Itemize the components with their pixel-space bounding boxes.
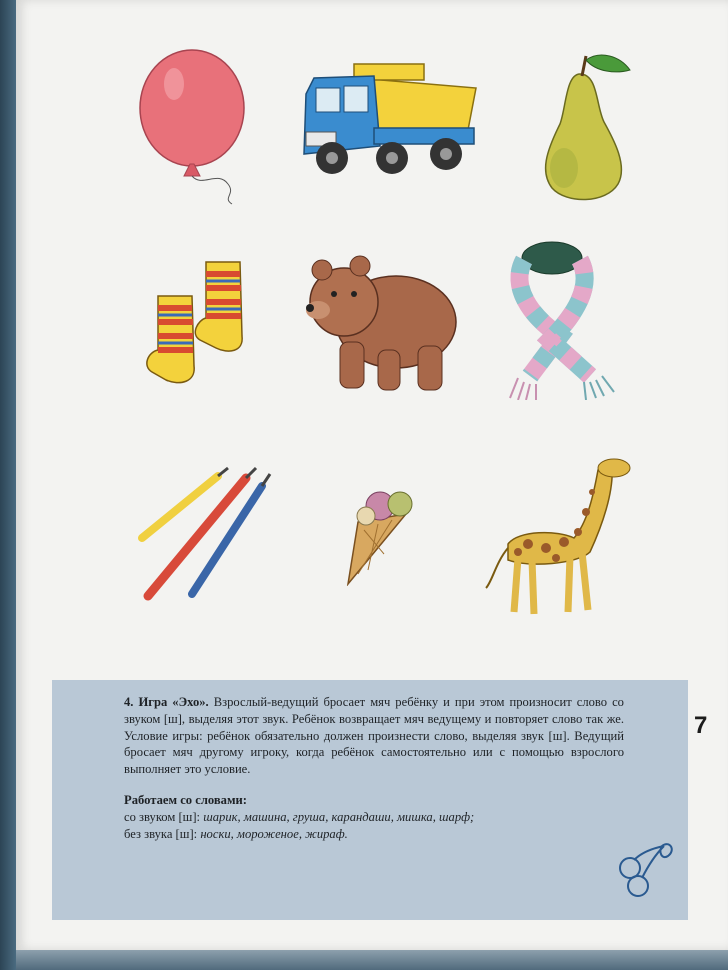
dump-truck-icon	[298, 58, 488, 182]
book-spine	[0, 0, 16, 970]
balloon-icon	[132, 48, 252, 208]
words-without-sound-list: носки, мороженое, жираф.	[200, 826, 348, 841]
exercise-text-block	[124, 694, 624, 842]
cherry-icon	[614, 842, 678, 898]
words-title: Работаем со словами:	[124, 792, 248, 807]
pear-icon	[530, 48, 640, 204]
words-with-sound-label: со звуком [ш]:	[124, 809, 201, 824]
scarf-icon	[490, 236, 630, 400]
words-with-sound-line	[124, 809, 624, 826]
pencils-icon	[134, 466, 276, 604]
exercise-panel	[52, 680, 688, 920]
page-number: 7	[694, 712, 708, 739]
giraffe-icon	[478, 452, 634, 618]
bear-icon	[300, 246, 462, 396]
exercise-paragraph	[124, 694, 624, 778]
socks-icon	[144, 256, 248, 390]
page-edge-shadow	[16, 950, 728, 970]
exercise-title: 4. Игра «Эхо».	[124, 695, 209, 709]
words-without-sound-line	[124, 826, 624, 843]
words-with-sound-list: шарик, машина, груша, карандаши, мишка, шарф;	[203, 809, 475, 824]
words-without-sound-label: без звука [ш]:	[124, 826, 198, 841]
exercise-body: Взрослый-ведущий бросает мяч ребёнку и при этом произносит слово со звуком [ш], выделяя этот звук. Ребёнок возвращает мяч ведущему и повторяет слово так же. Условие игры: ребёнок обязательно должен произнести слово, выделяя звук [ш]. Ведущий бросает мяч другому игроку, когда ребёнок самостоятельно или с помощью взрослого выполняет это условие.	[124, 695, 624, 777]
ice-cream-icon	[344, 484, 414, 586]
